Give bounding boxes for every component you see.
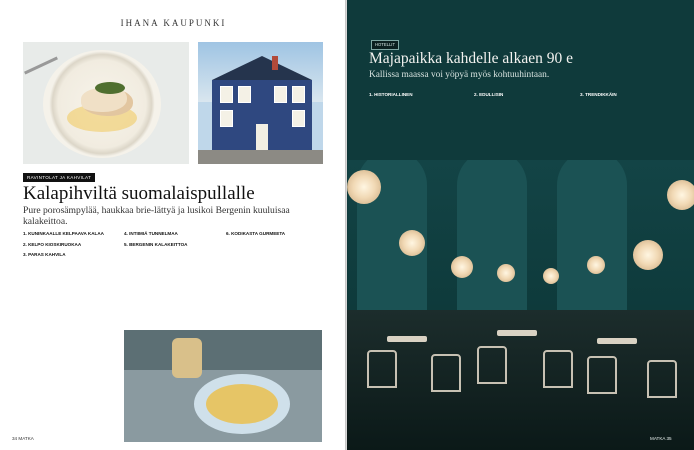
page-folio-right: MATKA 35 [650,436,672,441]
food-photo [23,42,189,164]
article-headline: Kalapihviltä suomalaispullalle [23,183,255,204]
section-heading: 1. KUNINKAALLE KELPAAVA KALAA [23,231,104,236]
section-heading: 2. EDULLISIN [474,92,504,97]
hotel-lounge-photo [347,160,694,450]
hotels-headline: Majapaikka kahdelle alkaen 90 e [369,50,573,67]
section-heading: 2. KELPO KIOSKIRUOKAA [23,241,82,247]
hotels-column-1 [369,92,465,99]
section-heading: 5. BERGENIN KALAKEITTOA [124,241,188,247]
soup-photo [124,330,322,442]
category-tag: RAVINTOLAT JA KAHVILAT [23,173,95,182]
hotels-subhead: Kallissa maassa voi yöpyä myös kohtuuhintaan. [369,70,550,80]
page-folio-left: 34 MATKA [12,436,34,441]
section-heading: 6. KODIKASTA GURMEETA [226,231,286,236]
hotels-column-3 [580,92,676,99]
hotels-tag: HOTELLIT [371,40,399,50]
article-column-3 [226,231,322,238]
house-photo [198,42,323,164]
section-heading: 1. HISTORIALLINEN [369,92,413,97]
section-heading: 4. INTIIMIÄ TUNNELMAA [124,231,178,236]
article-column-2 [124,231,216,248]
article-column-1 [23,231,115,259]
hotels-column-2 [474,92,570,99]
page-gutter [345,0,349,450]
section-heading: 3. PARAS KAHVILA [23,252,66,258]
article-subhead: Pure porosämpylää, haukkaa brie-lättyä ja lusikoi Bergenin kuuluisaa kalakeittoa. [23,205,290,227]
section-heading: 3. TRENDIKKÄIN [580,92,617,97]
section-title: IHANA KAUPUNKI [120,18,227,28]
